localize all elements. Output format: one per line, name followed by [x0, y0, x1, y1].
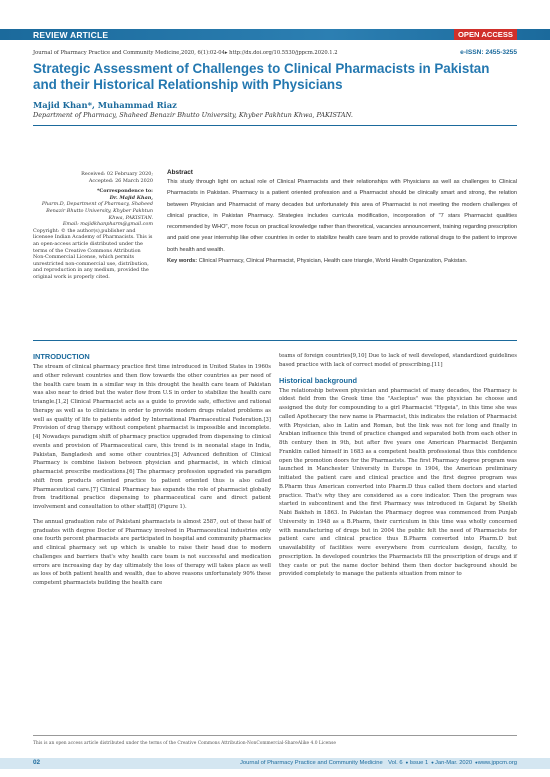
paragraph: teams of foreign countries[9,10] Due to lack of well developed, standardized guidelines based practice with lack of correct model of prescribing.[11] — [279, 353, 517, 368]
divider — [33, 340, 517, 341]
section-heading-introduction: INTRODUCTION — [33, 352, 90, 361]
body-column-right — [279, 352, 517, 585]
body-column-left — [33, 352, 271, 594]
affiliation: Department of Pharmacy, Shaheed Benazir Bhutto University, Khyber Pakhtun Khwa, PAKISTAN. — [33, 111, 353, 119]
page-number: 02 — [33, 759, 41, 766]
abstract — [167, 169, 517, 275]
article-title: Strategic Assessment of Challenges to Clinical Pharmacists in Pakistan and their Historical Relationship with Physicians — [33, 61, 490, 92]
keywords-label: Key words: — [167, 258, 198, 265]
paragraph: The relationship between physician and pharmacist of many decades, the Pharmacy is oldest field from the Greek time the "Asclepius" was the physician he choose and assigned the duty for compounding to a girl Pharmacist "Hygeia", in this time she was called Apothecary the new name is Pharmacist, this indicates the relation of Pharmacist with Physician, also in Latin and Roman, but the link was not for long and finally in Arabian influence this trend of practice changed and separated both from each other in 8th century then in 9th, but after five years one American Pharmacist Benjamin Franklin called himself in 1683 as a competent health professional thus this confidence open the promotion doors for the Pharmacists. The first Pharmacy degree program was launched in Manchester University in Europe in 1904, the American preliminary initiated the patient care and clinical practice and the first degree program was B.Pharm thus American converted into Pharm.D thus called them doctors and started practice. That's why they are considered as a core indicator. Then the program was started in subcontinent and the first Pharmacy was introduced in Gujarat by Sheikh Nabi Bakhsh in 1863. In Pakistan the Pharmacy degree was commenced from Punjab University in 1948 as a B.Pharm, their curriculum in this time was wholly concerned with manufacturing of drugs but in 2004 the public felt the need of Pharmacists for patient care and clinical practice thus B.Pharm converted into Pharm.D but unavailability of facilities were everywhere from curriculum design, faculty, to prescription. In developed countries the Pharmacists fill the prescription of drugs and if they caste or put the name doctor behind them then doctor background should be provided completely to manage the patients situation from minor to — [279, 387, 517, 578]
correspondence-heading: *Correspondence to: — [96, 188, 153, 195]
bullet-icon: ● — [404, 760, 410, 765]
abstract-heading: Abstract — [167, 169, 193, 176]
correspondence-address: Pharm.D, Department of Pharmacy, Shaheed Benazir Bhutto University, Khyber Pakhtun Khwa, PAKISTAN. — [41, 201, 153, 221]
paragraph: The stream of clinical pharmacy practice first time introduced in United States in 1960s and other relevant countries and then flow towards the other countries as per need of the health care team in a similar way in this drought the health care team of Pakistan was also near to dried but the water flow from U.S in order to stabilize the health care triangle.[1,2] Clinical Pharmacist acts as a guide to provide safe, effective and rational therapy as well as to clinicians in order to provide modern drugs related problems as well as quality of life to patients added by International Pharmaceutical Federation.[3] Provision of drug therapy without competent pharmacist is impossible and incomplete.[4] Nowadays paradigm shift of pharmacy practice upgraded from dispensing to clinical events and provision of Pharmaceutical care, this trend is in neonatal stage in India, Pakistan, Bangladesh and some other countries.[5] Advanced definition of Clinical Pharmacy is combine liaison between physician and pharmacist, in which clinical pharmacist prescribe medications.[6] The pharmacy profession upgraded via paradigm shift from products oriented practice to patient oriented thus is also called Pharmaceutical care.[7] Clinical Pharmacy has expands the role of pharmacist globally from traditional practice dispensing to pharmaceutical care and direct patient involvement and consultation to other staff[8] (Figure 1). — [33, 364, 271, 510]
keywords-text: Clinical Pharmacy, Clinical Pharmacist, Physician, Health care triangle, World Health Organization, Pakistan. — [198, 258, 468, 265]
footer-journal-info — [240, 760, 517, 766]
footer-issue: Issue 1 — [409, 760, 429, 766]
received-date: Received: 02 February 2020; — [81, 171, 153, 177]
footer-volume: Vol. 6 — [388, 760, 403, 766]
copyright-notice: Copyright: © the author(s),publisher and licensee Indian Academy of Pharmacists. This is an open-access article distributed under the terms of the Creative Commons Attribution Non-Commercial License, which permits unrestricted non-commercial use, distribution, and reproduction in any medium, provided the original work is properly cited. — [33, 227, 153, 280]
authors: Majid Khan*, Muhammad Riaz — [33, 100, 177, 110]
footer-date: Jan-Mar. 2020 — [435, 760, 473, 766]
license-note: This is an open access article distributed under the terms of the Creative Commons Attribution-NonCommercial-ShareAlike 4.0 License — [33, 741, 336, 746]
section-heading-historical: Historical background — [279, 375, 358, 385]
abstract-text: This study through light on actual role of Clinical Pharmacists and their relationships with Physicians as well as challenges to Clinical Pharmacists in Pakistan. Pharmacy is a patient oriented profession and a Pharmacist should be clinically smart and strong, the relation between Physician and Pharmacist of many decades but unfortunately this area of Pharmacist is not meeting the modern challenges of clinical practice, in Pakistan Pharmacy. Strategies includes curricula modification, incorporation of "7 stars Pharmacist qualities recommended by WHO", more focus on practical knowledge rather than theoretical, vacancies announcement, training regarding prescription and paid one year internship like other countries in order to stabilize health care team and to provide rational drugs to the patient to improve both health and wealth. — [167, 179, 517, 253]
paragraph: The annual graduation rate of Pakistani pharmacists is almost 2587, out of these half of graduates with degree Doctor of Pharmacy involved in Pharmaceutical industries only one fourth percent pharmacists are participated in hospital and community pharmacies and clinical pharmacy set up which is unable to raise their head due to modern challenges and barriers that's why health care team is not successful and medication errors are increasing day by day ultimately the loss of therapy will takes place as well as loss of both patient health and wealth, due to above reasons unfortunately 90% these competent pharmacists building the health care — [33, 518, 271, 586]
journal-citation: Journal of Pharmacy Practice and Community Medicine,2020, 6(1):02-04▸ http://dx.doi.org/10.5530/jppcm.2020.1.2 — [33, 50, 338, 56]
eissn: e-ISSN: 2455-3255 — [460, 49, 517, 56]
correspondence-email[interactable]: Email: majidkhanpharm@gmail.com — [62, 221, 153, 228]
bullet-icon: ● — [429, 760, 436, 765]
article-meta — [33, 171, 153, 281]
footer-journal: Journal of Pharmacy Practice and Community Medicine — [240, 760, 383, 766]
accepted-date: Accepted: 26 March 2020 — [88, 177, 153, 184]
footer-site[interactable]: www.jppcm.org — [477, 760, 517, 766]
open-access-badge: OPEN ACCESS — [454, 29, 517, 40]
correspondence-name: Dr. Majid Khan, — [109, 194, 153, 201]
footer-divider — [33, 735, 517, 736]
keywords — [167, 256, 517, 267]
bullet-icon: ● — [473, 760, 478, 765]
article-type-label: REVIEW ARTICLE — [33, 30, 109, 40]
divider — [33, 125, 517, 126]
